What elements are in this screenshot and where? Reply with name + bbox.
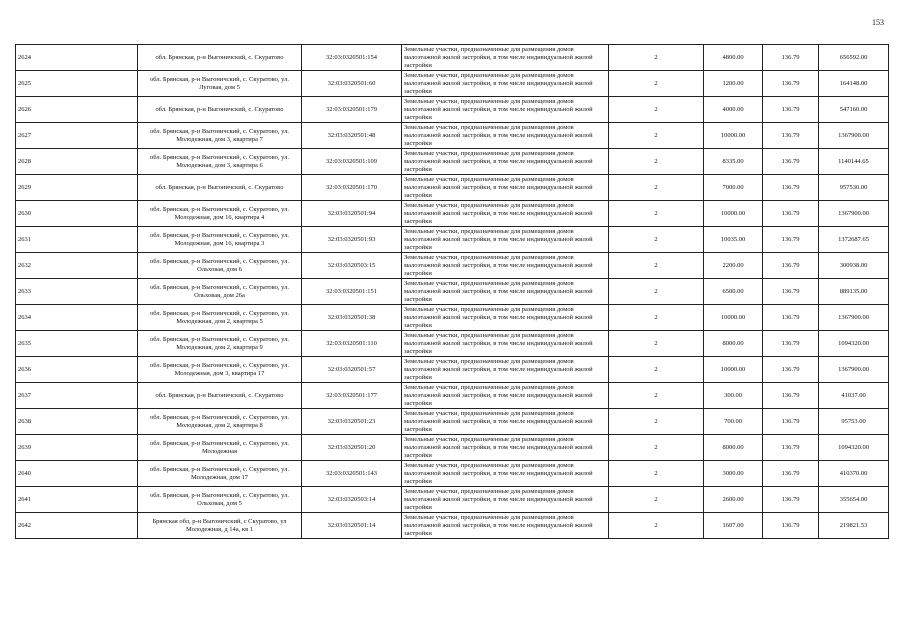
specific-value-cell: 136.79 [763,461,819,487]
table-row [16,149,889,175]
land-use-cell: Земельные участки, предназначенные для размещения домов малоэтажной жилой застройки, в том числе индивидуальной жилой застройки [402,513,609,539]
cadastral-value-cell: 1367900.00 [819,201,889,227]
cadastral-number-cell: 32:03:0320501:143 [302,461,402,487]
specific-value-cell: 136.79 [763,97,819,123]
specific-value-cell: 136.79 [763,253,819,279]
page-number: 153 [872,18,884,27]
cadastral-number-cell: 32:03:0320501:14 [302,513,402,539]
land-use-cell: Земельные участки, предназначенные для размещения домов малоэтажной жилой застройки, в том числе индивидуальной жилой застройки [402,123,609,149]
cadastral-value-cell: 1372687.65 [819,227,889,253]
area-cell: 700.00 [704,409,763,435]
land-use-cell: Земельные участки, предназначенные для размещения домов малоэтажной жилой застройки, в том числе индивидуальной жилой застройки [402,357,609,383]
row-number-cell: 2631 [16,227,138,253]
address-cell: обл. Брянская, р-н Выгоничский, с. Скуратово, ул. Ольховая, дом 6 [138,253,302,279]
cadastral-value-cell: 656592.00 [819,45,889,71]
land-use-cell: Земельные участки, предназначенные для размещения домов малоэтажной жилой застройки, в том числе индивидуальной жилой застройки [402,487,609,513]
specific-value-cell: 136.79 [763,123,819,149]
cadastral-number-cell: 32:03:0320501:48 [302,123,402,149]
table-row [16,357,889,383]
specific-value-cell: 136.79 [763,279,819,305]
table-row [16,305,889,331]
area-cell: 7000.00 [704,175,763,201]
cadastral-value-cell: 219821.53 [819,513,889,539]
table-row [16,71,889,97]
cadastral-number-cell: 32:03:0320501:57 [302,357,402,383]
category-cell: 2 [609,279,704,305]
table-row [16,487,889,513]
area-cell: 1607.00 [704,513,763,539]
category-cell: 2 [609,97,704,123]
land-plots-table [15,44,889,539]
land-use-cell: Земельные участки, предназначенные для размещения домов малоэтажной жилой застройки, в том числе индивидуальной жилой застройки [402,253,609,279]
specific-value-cell: 136.79 [763,513,819,539]
category-cell: 2 [609,461,704,487]
specific-value-cell: 136.79 [763,149,819,175]
address-cell: обл. Брянская, р-н Выгоничский, с. Скуратово, ул. Молодежная, дом 3, квартира 17 [138,357,302,383]
specific-value-cell: 136.79 [763,435,819,461]
specific-value-cell: 136.79 [763,305,819,331]
category-cell: 2 [609,487,704,513]
table-row [16,175,889,201]
land-use-cell: Земельные участки, предназначенные для размещения домов малоэтажной жилой застройки, в том числе индивидуальной жилой застройки [402,383,609,409]
cadastral-number-cell: 32:03:0320501:110 [302,331,402,357]
cadastral-value-cell: 410370.00 [819,461,889,487]
table-row [16,201,889,227]
address-cell: обл. Брянская, р-н Выгоничский, с. Скуратово [138,175,302,201]
specific-value-cell: 136.79 [763,383,819,409]
specific-value-cell: 136.79 [763,357,819,383]
row-number-cell: 2634 [16,305,138,331]
row-number-cell: 2628 [16,149,138,175]
row-number-cell: 2632 [16,253,138,279]
address-cell: обл. Брянская, р-н Выгоничский, с. Скуратово [138,383,302,409]
area-cell: 6500.00 [704,279,763,305]
cadastral-number-cell: 32:03:0320503:15 [302,253,402,279]
address-cell: обл. Брянская, р-н Выгоничский, с. Скуратово [138,97,302,123]
land-use-cell: Земельные участки, предназначенные для размещения домов малоэтажной жилой застройки, в том числе индивидуальной жилой застройки [402,201,609,227]
row-number-cell: 2627 [16,123,138,149]
land-use-cell: Земельные участки, предназначенные для размещения домов малоэтажной жилой застройки, в том числе индивидуальной жилой застройки [402,409,609,435]
specific-value-cell: 136.79 [763,331,819,357]
cadastral-number-cell: 32:03:0320501:93 [302,227,402,253]
table-row [16,97,889,123]
category-cell: 2 [609,45,704,71]
address-cell: обл. Брянская, р-н Выгоничский, с. Скуратово, ул. Молодежная, дом 2, квартира 9 [138,331,302,357]
address-cell: обл. Брянская, р-н Выгоничский, с. Скуратово [138,45,302,71]
category-cell: 2 [609,305,704,331]
cadastral-value-cell: 300938.00 [819,253,889,279]
category-cell: 2 [609,149,704,175]
row-number-cell: 2626 [16,97,138,123]
cadastral-value-cell: 41037.00 [819,383,889,409]
table-row [16,253,889,279]
cadastral-value-cell: 1094320.00 [819,331,889,357]
specific-value-cell: 136.79 [763,71,819,97]
area-cell: 3000.00 [704,461,763,487]
table-row [16,279,889,305]
table-row [16,123,889,149]
area-cell: 1200.00 [704,71,763,97]
cadastral-value-cell: 1367900.00 [819,123,889,149]
table-row [16,513,889,539]
category-cell: 2 [609,331,704,357]
land-use-cell: Земельные участки, предназначенные для размещения домов малоэтажной жилой застройки, в том числе индивидуальной жилой застройки [402,97,609,123]
table-row [16,227,889,253]
cadastral-number-cell: 32:03:0320501:38 [302,305,402,331]
cadastral-value-cell: 95753.00 [819,409,889,435]
area-cell: 4000.00 [704,97,763,123]
category-cell: 2 [609,435,704,461]
address-cell: обл. Брянская, р-н Выгоничский, с. Скуратово, ул. Молодежная, дом 16, квартира 3 [138,227,302,253]
area-cell: 2200.00 [704,253,763,279]
row-number-cell: 2633 [16,279,138,305]
category-cell: 2 [609,175,704,201]
address-cell: обл. Брянская, р-н Выгоничский, с. Скуратово, ул. Ольховая, дом 26а [138,279,302,305]
address-cell: обл. Брянская, р-н Выгоничский, с. Скуратово, ул. Луговая, дом 5 [138,71,302,97]
area-cell: 10000.00 [704,305,763,331]
land-use-cell: Земельные участки, предназначенные для размещения домов малоэтажной жилой застройки, в том числе индивидуальной жилой застройки [402,305,609,331]
address-cell: обл. Брянская, р-н Выгоничский, с. Скуратово, ул. Ольховая, дом 5 [138,487,302,513]
row-number-cell: 2640 [16,461,138,487]
address-cell: обл. Брянская, р-н Выгоничский, с. Скуратово, ул. Молодежная, дом 17 [138,461,302,487]
category-cell: 2 [609,253,704,279]
cadastral-value-cell: 957530.00 [819,175,889,201]
category-cell: 2 [609,123,704,149]
land-use-cell: Земельные участки, предназначенные для размещения домов малоэтажной жилой застройки, в том числе индивидуальной жилой застройки [402,71,609,97]
row-number-cell: 2629 [16,175,138,201]
category-cell: 2 [609,383,704,409]
area-cell: 8000.00 [704,435,763,461]
category-cell: 2 [609,71,704,97]
land-use-cell: Земельные участки, предназначенные для размещения домов малоэтажной жилой застройки, в том числе индивидуальной жилой застройки [402,435,609,461]
land-use-cell: Земельные участки, предназначенные для размещения домов малоэтажной жилой застройки, в том числе индивидуальной жилой застройки [402,149,609,175]
area-cell: 8000.00 [704,331,763,357]
row-number-cell: 2630 [16,201,138,227]
table-row [16,45,889,71]
cadastral-value-cell: 1140144.65 [819,149,889,175]
category-cell: 2 [609,201,704,227]
row-number-cell: 2637 [16,383,138,409]
cadastral-number-cell: 32:03:0320501:109 [302,149,402,175]
row-number-cell: 2641 [16,487,138,513]
address-cell: Брянская обл, р-н Выгоничский, с Скуратово, ул Молодежная, д 14а, кв 1 [138,513,302,539]
area-cell: 300.00 [704,383,763,409]
table-row [16,461,889,487]
area-cell: 4800.00 [704,45,763,71]
table-row [16,409,889,435]
cadastral-number-cell: 32:03:0320501:151 [302,279,402,305]
table-row [16,435,889,461]
cadastral-number-cell: 32:03:0320503:14 [302,487,402,513]
table-body [16,45,889,539]
specific-value-cell: 136.79 [763,45,819,71]
cadastral-number-cell: 32:03:0320501:23 [302,409,402,435]
area-cell: 10000.00 [704,357,763,383]
address-cell: обл. Брянская, р-н Выгоничский, с. Скуратово, ул. Молодежная, дом 3, квартира 6 [138,149,302,175]
cadastral-number-cell: 32:03:0320501:177 [302,383,402,409]
cadastral-value-cell: 1367900.00 [819,357,889,383]
area-cell: 2600.00 [704,487,763,513]
category-cell: 2 [609,227,704,253]
land-use-cell: Земельные участки, предназначенные для размещения домов малоэтажной жилой застройки, в том числе индивидуальной жилой застройки [402,331,609,357]
address-cell: обл. Брянская, р-н Выгоничский, с. Скуратово, ул. Молодежная, дом 2, квартира 5 [138,305,302,331]
category-cell: 2 [609,513,704,539]
cadastral-number-cell: 32:03:0320501:154 [302,45,402,71]
land-use-cell: Земельные участки, предназначенные для размещения домов малоэтажной жилой застройки, в том числе индивидуальной жилой застройки [402,461,609,487]
area-cell: 8335.00 [704,149,763,175]
table-row [16,383,889,409]
cadastral-value-cell: 164148.00 [819,71,889,97]
specific-value-cell: 136.79 [763,487,819,513]
land-use-cell: Земельные участки, предназначенные для размещения домов малоэтажной жилой застройки, в том числе индивидуальной жилой застройки [402,227,609,253]
cadastral-number-cell: 32:03:0320501:179 [302,97,402,123]
land-use-cell: Земельные участки, предназначенные для размещения домов малоэтажной жилой застройки, в том числе индивидуальной жилой застройки [402,279,609,305]
area-cell: 10000.00 [704,201,763,227]
row-number-cell: 2636 [16,357,138,383]
specific-value-cell: 136.79 [763,409,819,435]
table-row [16,331,889,357]
row-number-cell: 2624 [16,45,138,71]
category-cell: 2 [609,409,704,435]
address-cell: обл. Брянская, р-н Выгоничский, с. Скуратово, ул. Молодежная, дом 2, квартира 8 [138,409,302,435]
area-cell: 10035.00 [704,227,763,253]
row-number-cell: 2642 [16,513,138,539]
cadastral-value-cell: 547160.00 [819,97,889,123]
cadastral-value-cell: 355654.00 [819,487,889,513]
cadastral-number-cell: 32:03:0320501:20 [302,435,402,461]
area-cell: 10000.00 [704,123,763,149]
cadastral-value-cell: 1094320.00 [819,435,889,461]
address-cell: обл. Брянская, р-н Выгоничский, с. Скуратово, ул. Молодежная, дом 16, квартира 4 [138,201,302,227]
land-use-cell: Земельные участки, предназначенные для размещения домов малоэтажной жилой застройки, в том числе индивидуальной жилой застройки [402,45,609,71]
specific-value-cell: 136.79 [763,201,819,227]
cadastral-number-cell: 32:03:0320501:60 [302,71,402,97]
row-number-cell: 2635 [16,331,138,357]
specific-value-cell: 136.79 [763,227,819,253]
cadastral-value-cell: 1367900.00 [819,305,889,331]
cadastral-number-cell: 32:03:0320501:94 [302,201,402,227]
row-number-cell: 2639 [16,435,138,461]
address-cell: обл. Брянская, р-н Выгоничский, с. Скуратово, ул. Молодежная, дом 3, квартира 7 [138,123,302,149]
land-use-cell: Земельные участки, предназначенные для размещения домов малоэтажной жилой застройки, в том числе индивидуальной жилой застройки [402,175,609,201]
specific-value-cell: 136.79 [763,175,819,201]
cadastral-number-cell: 32:03:0320501:170 [302,175,402,201]
row-number-cell: 2638 [16,409,138,435]
address-cell: обл. Брянская, р-н Выгоничский, с. Скуратово, ул. Молодежная [138,435,302,461]
cadastral-value-cell: 889135.00 [819,279,889,305]
category-cell: 2 [609,357,704,383]
row-number-cell: 2625 [16,71,138,97]
